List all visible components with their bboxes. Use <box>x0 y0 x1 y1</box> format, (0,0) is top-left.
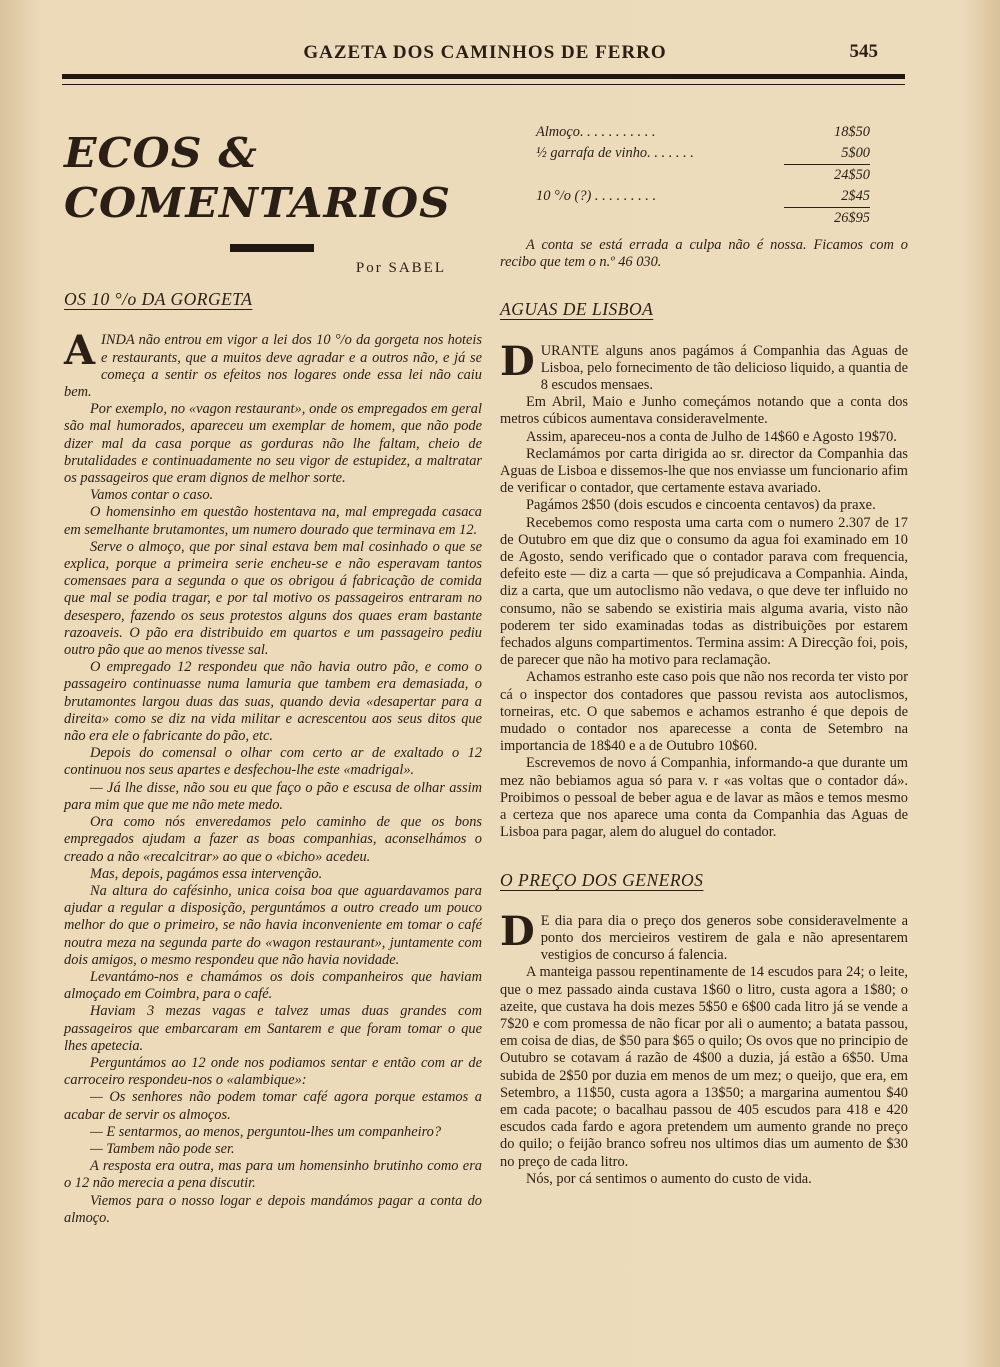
paragraph: — Já lhe disse, não sou eu que faço o pão e escusa de olhar assim para mim que que me não mete medo. <box>64 779 482 813</box>
paragraph: Mas, depois, pagámos essa intervenção. <box>90 865 323 882</box>
paragraph: AINDA não entrou em vigor a lei dos 10 °/o da gorgeta nos hoteis e restaurants, que a muitos deve agradar e a outros não, e já se começa a sentir os efeitos nos logares onde essa lei não caiu bem. <box>64 327 482 401</box>
bill-row: Almoço. . . . . . . . . . . 18$50 <box>536 124 870 140</box>
section-heading-gorgeta: OS 10 °/o DA GORGETA <box>64 289 253 310</box>
header-rule <box>62 74 905 79</box>
paragraph: Escrevemos de novo á Companhia, informando-a que durante um mez não bebiamos agua só para v. r «as voltas que o contador dá». Proibimos o pessoal de beber agua e de lavar as mãos e temos mesmo a certeza que nos aparece uma conta da Companhia das Aguas de Lisboa para pagar, alem do aluguel do contador. <box>500 755 908 841</box>
section-heading-generos: O PREÇO DOS GENEROS <box>500 869 704 890</box>
header-rule-thin <box>62 84 905 85</box>
paragraph: Levantámo-nos e chamámos os dois companheiros que haviam almoçado em Coimbra, para o café. <box>64 968 482 1003</box>
paragraph: — E sentarmos, ao menos, perguntou-lhes um companheiro? <box>90 1123 442 1140</box>
drop-cap: D <box>500 337 535 385</box>
paragraph: Viemos para o nosso logar e depois mandámos pagar a conta do almoço. <box>64 1192 482 1226</box>
paragraph: Ora como nós enveredamos pelo caminho de que os bons empregados ajudam a fazer as boas companhias, aconselhámos o creado a não «recalcitrar» ao que o «bicho» acedeu. <box>64 814 482 865</box>
paragraph: Achamos estranho este caso pois que não nos recorda ter visto por cá o inspector dos contadores que passou revista aos autoclismos, torneiras, etc. O que sabemos e achamos estranho é que depois de mudado o contador nos aparecesse a conta de Setembro na importancia de 18$40 e a de Outubro 10$60. <box>500 669 908 755</box>
bill-subtotal: 24$50 <box>834 167 870 183</box>
paragraph: Depois do comensal o olhar com certo ar de exaltado o 12 continuou nos seus apartes e desfechou-lhe este «madrigal». <box>64 745 482 779</box>
drop-cap: A <box>64 327 96 375</box>
paragraph: A manteiga passou repentinamente de 14 escudos para 24; o leite, que o mez passado ainda custava 1$60 o litro, custa agora a 1$80; o azeite, que custava ha dois mezes 5$50 e 6$00 cada litro já se vende a 7$20 e com promessa de não ficar por ali o aumento; a batata passou, em coisa de dias, de $50 para $65 o quilo; Os ovos que no principio de Outubro se cotavam á razão de 4$00 a duzia, já estão a 6$50. Uma subida de 2$50 por duzia em menos de um mez; o queijo, que era, em Setembro, a 11$50, custa agora a 13$50; a margarina aumentou $40 em cada pacote; o bacalhau passou de 405 escudos para 418 e 420 escudos cada fardo e agora pretendem um aumento grande no preço do quilo; o feijão branco sofreu nos ultimos dias um aumento de $30 no preço de cada litro. <box>500 964 908 1170</box>
paragraph: — Tambem não pode ser. <box>90 1140 235 1157</box>
paragraph: A resposta era outra, mas para um homensinho brutinho como era o 12 não merecia a pena discutir. <box>64 1158 482 1192</box>
paragraph: Recebemos como resposta uma carta com o numero 2.307 de 17 de Outubro em que diz que o consumo da agua foi examinado em 10 de Agosto, sendo verificado que o contador parava com frequencia, defeito este — diz a carta — que só prejudicava a Companhia. Ainda, diz a carta, que um autoclismo não vedava, o que deve ter influido no consumo, não se sabendo se existiria mais alguma avaria, visto não poderem ter sido examinadas todas as distribuições por estarem fechados alguns compartimentos. Termina assim: A Direcção foi, pois, de parecer que não ha motivo para reclamação. <box>500 514 908 669</box>
paragraph: D E dia para dia o preço dos generos sobe consideravelmente a ponto dos mercieiros vestirem de gala e não apresentarem vestigios de concurso á falencia. <box>500 907 908 964</box>
article-title: ECOS & COMENTARIOS <box>64 129 452 227</box>
paragraph: Perguntámos ao 12 onde nos podiamos sentar e então com ar de carroceiro respondeu-nos o «alambique»: <box>64 1054 482 1089</box>
bill-row: ½ garrafa de vinho. . . . . . . 5$00 <box>536 145 870 161</box>
drop-cap: D <box>500 907 535 955</box>
byline: Por SABEL <box>355 260 446 276</box>
bill-table <box>536 122 870 229</box>
paragraph: Em Abril, Maio e Junho começámos notando que a conta dos metros cúbicos aumentava consideravelmente. <box>500 394 908 428</box>
paragraph: Vamos contar o caso. <box>90 487 214 504</box>
paragraph: O empregado 12 respondeu que não havia outro pão, e como o passageiro continuasse numa lamuria que tambem era demasiada, o brutamontes largou duas das suas, quando devia «desapertar para a direita» como se diz na vida militar e acrescentou aos seus ditos que não era ele o fabricante do pão, etc. <box>64 659 482 745</box>
publication-title: GAZETA DOS CAMINHOS DE FERRO <box>303 42 667 63</box>
section-heading-aguas: AGUAS DE LISBOA <box>500 299 654 320</box>
paragraph: Por exemplo, no «vagon restaurant», onde os empregados em geral são mal humorados, apareceu um exemplar de homem, que não pode dizer mal da casa porque as gorduras não lhe faltam, cheio de brutalidades e continuadamente no seu vigor de estupidez, a maltratar os passageiros que eram dignos de melhor sorte. <box>64 401 482 487</box>
paragraph: Na altura do cafésinho, unica coisa boa que aguardavamos para ajudar a regular a disposição, perguntámos a outro creado um pouco melhor do que o primeiro, se não havia inconveniente em tomar o café noutra meza na segunda parte do «wagon restaurant», juntamente com dois amigos, o mesmo respondeu que não havia novidade. <box>64 882 482 968</box>
bill-row: 10 °/o (?) . . . . . . . . . 2$45 <box>536 188 870 204</box>
running-header <box>62 38 908 68</box>
paragraph: DURANTE alguns anos pagámos á Companhia das Aguas de Lisboa, pelo fornecimento de tão delicioso liquido, a quantia de 8 escudos mensaes. <box>500 337 908 394</box>
title-ornament-bar <box>230 244 314 252</box>
paragraph: A conta se está errada a culpa não é nossa. Ficamos com o recibo que tem o n.º 46 030. <box>500 237 908 271</box>
paragraph: Reclamámos por carta dirigida ao sr. director da Companhia das Aguas de Lisboa e dissemos-lhe que nos enviasse um funcionario afim de verificar o contador, que certamente estava avariado. <box>500 445 908 497</box>
paragraph: Haviam 3 mezas vagas e talvez umas duas grandes com passageiros que embarcaram em Santarem e que foram tomar o que lhes apetecia. <box>64 1003 482 1054</box>
right-column <box>500 122 908 1188</box>
paragraph: Assim, apareceu-nos a conta de Julho de 14$60 e Agosto 19$70. <box>526 428 897 445</box>
paragraph: O homensinho em questão hostentava na, mal empregada casaca em semelhante brutamontes, um numero dourado que terminava em 12. <box>64 504 482 538</box>
paragraph: Nós, por cá sentimos o aumento do custo de vida. <box>526 1170 812 1187</box>
paragraph: Serve o almoço, que por sinal estava bem mal cosinhado o que se explica, porque a primeira serie encheu-se e não esperavam tantos comensaes para a segunda o que os obrigou á fabricação de comida que mal se podia tragar, e por tal motivo os passageiros entraram no desespero, fazendo os seus protestos alguns dos quaes eram bastante razoaveis. O pão era distribuido em quartos e um passageiro pediu outro pão que ao menos tivesse sal. <box>64 538 482 659</box>
paragraph: — Os senhores não podem tomar café agora porque estamos a acabar de servir os almoços. <box>64 1089 482 1123</box>
bill-total: 26$95 <box>834 210 870 226</box>
left-column <box>64 122 482 1227</box>
page-number: 545 <box>849 41 878 62</box>
paragraph: Pagámos 2$50 (dois escudos e cincoenta centavos) da praxe. <box>526 497 876 514</box>
